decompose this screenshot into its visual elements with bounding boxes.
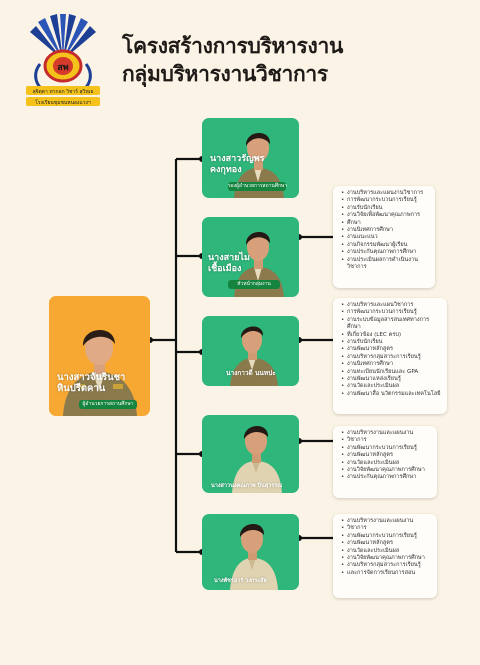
page-title-line2: กลุ่มบริหารงานวิชาการ xyxy=(122,62,328,86)
page-title-line1: โครงสร้างการบริหารงาน xyxy=(122,34,344,58)
task-item: • งานวิจัยพัฒนาคุณภาพการศึกษา xyxy=(347,555,431,562)
task-item: • งานประกันคุณภาพการศึกษา xyxy=(347,474,431,481)
task-list-box xyxy=(333,514,437,598)
task-item: • งานพัฒนาหลักสูตร xyxy=(347,452,431,459)
task-item: • งานบริหารงานและแผนงาน xyxy=(347,518,431,525)
member-card xyxy=(202,217,299,297)
task-item: • งานบริหารและแผนวิชาการ xyxy=(347,302,441,309)
task-item: • งานนิเทศการศึกษา xyxy=(347,361,441,368)
task-item: • วิชาการ xyxy=(347,525,431,532)
task-item: • การพัฒนากระบวนการเรียนรู้ xyxy=(347,309,441,316)
member-card xyxy=(202,415,299,493)
task-item: • งานบริหารและแผนงานวิชาการ xyxy=(347,190,429,197)
task-item: • งานพัฒนาสื่อ นวัตกรรมและเทคโนโลยี xyxy=(347,391,441,398)
logo-school: โรงเรียนชุมชนหนองแวงฯ xyxy=(35,100,91,106)
member-role-badge: รองผู้อำนวยการสถานศึกษา xyxy=(228,183,288,189)
logo-motto: สุจิตฺตา ทากอก วิชาร์ สุวิทฺเธ xyxy=(32,89,94,95)
task-item: • งานบริหารงานและแผนงาน xyxy=(347,430,431,437)
task-item: • งานทะเบียนนักเรียนและ GPA xyxy=(347,369,441,376)
task-item: • งานนิเทศการศึกษา xyxy=(347,227,429,234)
member-name-line1: นางสาวนงคณภาพ ปิ่นสุวรรณ xyxy=(211,483,283,489)
task-item: • ที่เกี่ยวข้อง (LEC ครบ) xyxy=(347,332,441,339)
member-card xyxy=(202,118,299,198)
task-item: • งานกิจกรรมพัฒนาผู้เรียน xyxy=(347,242,429,249)
task-item: • งานพัฒนากระบวนการเรียนรู้ xyxy=(347,445,431,452)
task-item: • งานระบบข้อมูลสารสนเทศทางการศึกษา xyxy=(347,317,441,332)
member-name-line1: นางพัชรอาร์ วงกระสัย xyxy=(214,578,267,584)
director-photo xyxy=(49,296,150,416)
member-name-line1: นางกาวดี นนทปะ xyxy=(226,369,276,377)
svg-text:สพ: สพ xyxy=(57,63,69,73)
director-role-badge: ผู้อำนวยการสถานศึกษา xyxy=(79,400,137,409)
member-card xyxy=(202,514,299,590)
director-name-line1: นางสาวจันรินชา xyxy=(57,372,126,383)
member-name-line2: คงกุทอง xyxy=(210,165,242,175)
task-item: • งานวัดและประเมินผล xyxy=(347,460,431,467)
task-item: • งานวัดและประเมินผล xyxy=(347,383,441,390)
task-item: • งานประเมินผลการดำเนินงานวิชาการ xyxy=(347,257,429,272)
task-item: • งานรับนักเรียน xyxy=(347,339,441,346)
member-card xyxy=(202,316,299,386)
director-name-line2: หินปรีตคาน xyxy=(57,383,106,394)
director-card xyxy=(49,296,150,416)
member-name-line1: นางสาวรัญพร xyxy=(210,154,265,164)
task-item: • งานประกันคุณภาพการศึกษา xyxy=(347,249,429,256)
task-list-box xyxy=(333,186,435,288)
task-item: • งานบริหารกลุ่มสาระการเรียนรู้ xyxy=(347,354,441,361)
task-item: • งานแนะแนว xyxy=(347,234,429,241)
task-list-box xyxy=(333,426,437,498)
member-photo xyxy=(202,415,299,493)
task-item: • งานบริหารกลุ่มสาระการเรียนรู้ xyxy=(347,562,431,569)
task-item: • งานพัฒนาแหล่งเรียนรู้ xyxy=(347,376,441,383)
task-item: • งานพัฒนาหลักสูตร xyxy=(347,346,441,353)
member-role-badge: หัวหน้ากลุ่มงาน xyxy=(228,280,280,289)
task-item: • งานวัดและประเมินผล xyxy=(347,548,431,555)
task-item: • งานพัฒนาหลักสูตร xyxy=(347,540,431,547)
task-item: • งานรับนักเรียน xyxy=(347,205,429,212)
member-name-line2: เชื้อเมือง xyxy=(208,264,242,274)
task-list-box xyxy=(333,298,447,414)
member-name-line1: นางสายไม xyxy=(208,253,250,263)
task-item: • และการจัดการเรียนการสอน xyxy=(347,570,431,577)
task-item: • งานวิจัยเพื่อพัฒนาคุณภาพการ xyxy=(347,212,429,219)
task-item: • งานวิจัยพัฒนาคุณภาพการศึกษา xyxy=(347,467,431,474)
task-item: • ศึกษา xyxy=(347,220,429,227)
task-item: • การพัฒนากระบวนการเรียนรู้ xyxy=(347,197,429,204)
task-item: • งานพัฒนากระบวนการเรียนรู้ xyxy=(347,533,431,540)
task-item: • วิชาการ xyxy=(347,437,431,444)
